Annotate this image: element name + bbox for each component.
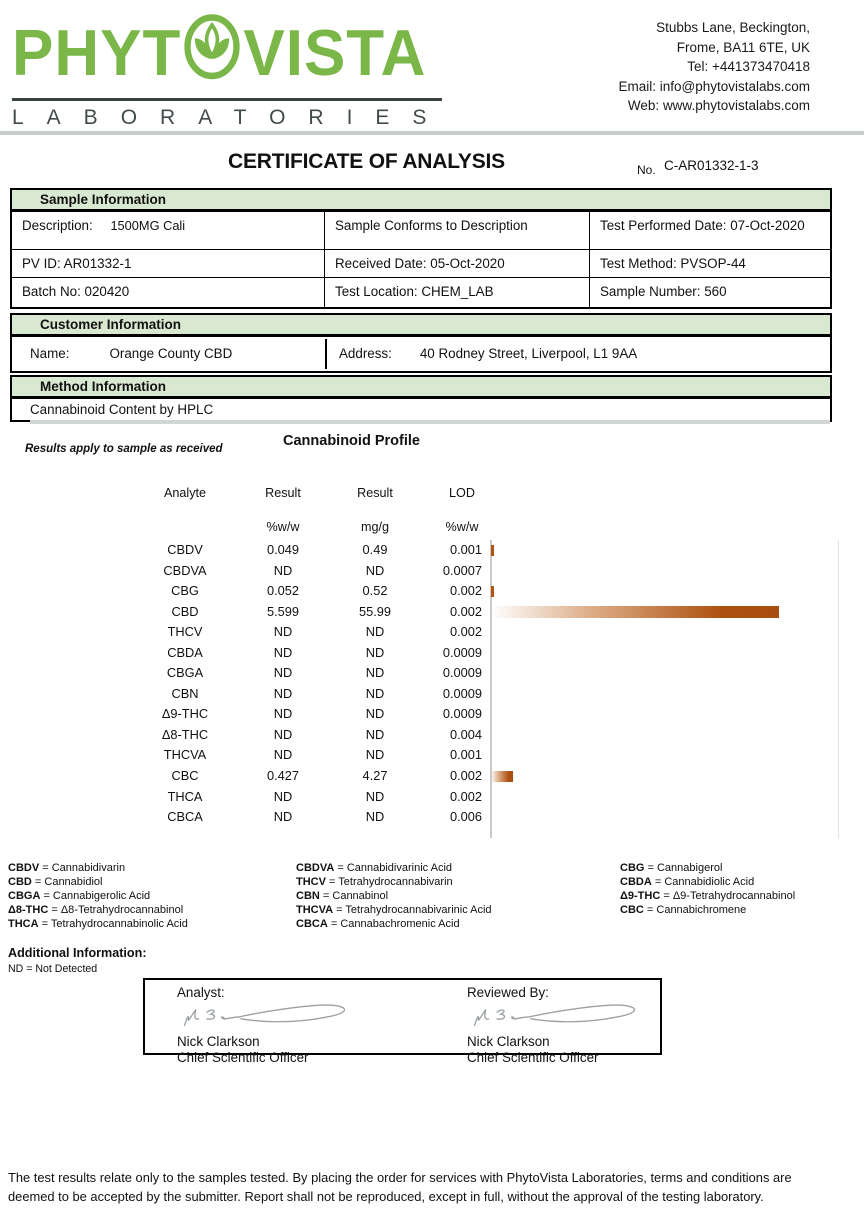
result-mgg-cell: ND: [365, 644, 385, 660]
legend-item: CBDVA = Cannabidivarinic Acid: [296, 862, 453, 874]
description-value: 1500MG Cali: [110, 218, 186, 233]
lod-cell: 0.0007: [442, 562, 482, 578]
received-date-cell: Received Date: 05-Oct-2020: [325, 250, 590, 278]
table-row: [0, 561, 864, 582]
lod-cell: 0.001: [449, 542, 482, 557]
analyte-cell: Δ9-THC: [161, 706, 209, 722]
description-label: Description:: [22, 218, 93, 233]
sample-information-header: Sample Information: [12, 190, 830, 212]
result-mgg-cell: ND: [365, 624, 385, 640]
customer-address-cell: [325, 339, 637, 369]
table-row: [0, 766, 864, 787]
method-value: Cannabinoid Content by HPLC: [30, 402, 214, 417]
customer-address-label: Address:: [339, 346, 392, 361]
test-performed-date-cell: Test Performed Date: 07-Oct-2020: [590, 212, 830, 250]
result-mgg-cell: ND: [365, 665, 385, 681]
result-mgg-cell: ND: [365, 809, 385, 825]
result-pct-cell: 0.427: [266, 768, 300, 784]
legend-item: CBG = Cannabigerol: [620, 862, 723, 874]
result-pct-cell: 0.052: [266, 583, 300, 599]
result-pct-cell: ND: [273, 644, 293, 660]
analyte-cell: CBG: [171, 583, 199, 599]
table-row: [0, 581, 864, 602]
contact-address-1: Stubbs Lane, Beckington,: [656, 20, 810, 35]
analyte-cell: CBD: [171, 603, 199, 619]
logo-wordmark: [12, 10, 448, 97]
table-row: [0, 745, 864, 766]
result-pct-cell: 0.049: [266, 542, 300, 557]
method-information-section: [10, 375, 832, 422]
logo-text-phyt: PHYT: [12, 17, 182, 90]
lod-cell: 0.002: [449, 603, 482, 619]
legend-item: CBDV = Cannabidivarin: [8, 862, 126, 874]
col-lod-line1: LOD: [449, 486, 475, 500]
legend-item: CBDA = Cannabidiolic Acid: [620, 875, 755, 888]
result-pct-cell: ND: [273, 665, 293, 681]
reviewer-name: Nick Clarkson: [467, 1034, 550, 1049]
col-result-pct-line2: %w/w: [266, 520, 300, 534]
result-pct-cell: ND: [273, 726, 293, 742]
legend-item: CBCA = Cannabachromenic Acid: [296, 917, 460, 930]
customer-row: [12, 337, 830, 371]
conforms-cell: Sample Conforms to Description: [325, 212, 590, 250]
section-divider: [30, 420, 830, 424]
column-header-analyte: [135, 468, 235, 502]
lod-cell: 0.0009: [442, 644, 482, 660]
table-row: [0, 622, 864, 643]
result-mgg-cell: ND: [365, 747, 385, 763]
certificate-number-value: C-AR01332-1-3: [664, 158, 759, 173]
customer-name-cell: [12, 337, 325, 371]
analyte-cell: THCA: [167, 788, 203, 804]
contact-tel: Tel: +441373470418: [687, 59, 810, 74]
result-pct-cell: ND: [273, 747, 293, 763]
header-divider: [0, 131, 864, 135]
lod-cell: 0.002: [449, 788, 482, 804]
legend-item: CBD = Cannabidiol: [8, 875, 103, 888]
logo-rule: [12, 98, 442, 101]
result-mgg-cell: 55.99: [358, 603, 392, 619]
col-analyte-line1: Analyte: [163, 486, 206, 500]
col-result-pct-line1: Result: [265, 486, 301, 500]
certificate-number-label: No.: [637, 163, 656, 177]
lod-cell: 0.002: [449, 624, 482, 640]
customer-address-value: 40 Rodney Street, Liverpool, L1 9AA: [419, 346, 638, 361]
legend-item: CBC = Cannabichromene: [620, 903, 747, 916]
logo-text-vista: VISTA: [243, 17, 427, 90]
analyte-cell: THCVA: [163, 747, 207, 763]
analyte-cell: CBCA: [167, 809, 203, 825]
table-row: [0, 540, 864, 561]
batch-no-cell: Batch No: 020420: [12, 278, 325, 307]
legend-item: CBGA = Cannabigerolic Acid: [8, 889, 151, 902]
analyst-label: Analyst:: [177, 985, 225, 1000]
analyte-cell: CBN: [171, 685, 199, 701]
analyst-signature-icon: [171, 1001, 407, 1036]
legend-column: [8, 862, 293, 932]
test-method-cell: Test Method: PVSOP-44: [590, 250, 830, 278]
analyst-signature-block: [177, 980, 407, 1065]
leaf-o-icon: [183, 12, 241, 96]
lod-cell: 0.006: [449, 809, 482, 825]
cannabinoid-profile-title: Cannabinoid Profile: [283, 433, 420, 449]
table-row: [0, 643, 864, 664]
result-pct-cell: ND: [273, 788, 293, 804]
result-pct-cell: ND: [273, 809, 293, 825]
analyte-cell: CBDA: [167, 644, 203, 660]
lod-cell: 0.0009: [442, 706, 482, 722]
result-mgg-cell: ND: [365, 706, 385, 722]
analyst-name: Nick Clarkson: [177, 1034, 260, 1049]
signature-box: [143, 978, 662, 1065]
additional-information-title: Additional Information:: [8, 946, 147, 960]
table-row: [0, 602, 864, 623]
result-mgg-cell: ND: [365, 788, 385, 804]
analyte-cell: CBGA: [166, 665, 204, 681]
result-pct-cell: ND: [273, 562, 293, 578]
contact-address-2: Frome, BA11 6TE, UK: [676, 39, 810, 55]
customer-name-value: Orange County CBD: [109, 346, 233, 361]
analyte-cell: Δ8-THC: [161, 726, 209, 742]
customer-information-header: Customer Information: [12, 315, 830, 337]
method-information-header: Method Information: [12, 377, 830, 399]
legend-item: THCA = Tetrahydrocannabinolic Acid: [8, 917, 188, 930]
table-row: [0, 787, 864, 808]
lod-cell: 0.004: [449, 726, 482, 742]
lab-contact-info: [618, 18, 810, 116]
result-pct-cell: ND: [273, 706, 293, 722]
test-location-cell: Test Location: CHEM_LAB: [325, 278, 590, 307]
cannabinoid-rows: [0, 540, 864, 828]
legend-column: [620, 862, 864, 918]
result-pct-cell: ND: [273, 624, 293, 640]
legend-item: Δ8-THC = Δ8-Tetrahydrocannabinol: [8, 903, 184, 916]
reviewer-label: Reviewed By:: [467, 985, 549, 1000]
table-row: [0, 704, 864, 725]
nd-note: ND = Not Detected: [8, 963, 98, 975]
legend-column: [296, 862, 616, 932]
legend-item: THCVA = Tetrahydrocannabivarinic Acid: [296, 903, 492, 916]
analyte-cell: CBDV: [167, 542, 203, 557]
sample-number-cell: Sample Number: 560: [600, 284, 727, 299]
sample-information-table: [12, 212, 830, 307]
col-lod-line2: %w/w: [445, 520, 479, 534]
reviewer-signature-block: [467, 980, 697, 1065]
analyte-cell: CBDVA: [163, 562, 207, 578]
description-cell: [12, 212, 325, 250]
legend-item: CBN = Cannabinol: [296, 889, 389, 902]
result-bar: [491, 586, 494, 598]
document-title: CERTIFICATE OF ANALYSIS: [228, 150, 505, 173]
table-row: [0, 807, 864, 828]
result-mgg-cell: 0.52: [362, 583, 388, 599]
result-mgg-cell: ND: [365, 685, 385, 701]
analyte-cell: THCV: [167, 624, 203, 640]
reviewer-role: Chief Scientific Officer: [467, 1050, 599, 1065]
lod-cell: 0.0009: [442, 665, 482, 681]
table-row: [0, 663, 864, 684]
sample-information-section: [10, 188, 832, 309]
result-bar: [491, 606, 779, 618]
contact-email: Email: info@phytovistalabs.com: [618, 78, 810, 94]
customer-name-label: Name:: [30, 346, 70, 361]
analyst-role: Chief Scientific Officer: [177, 1050, 309, 1065]
reviewer-signature-icon: [461, 1001, 697, 1036]
result-pct-cell: ND: [273, 685, 293, 701]
lod-cell: 0.002: [449, 768, 482, 784]
pv-id-cell: PV ID: AR01332-1: [12, 250, 325, 278]
result-bar: [491, 771, 513, 783]
analyte-cell: CBC: [171, 768, 199, 784]
results-note: Results apply to sample as received: [25, 443, 223, 455]
table-row: [0, 684, 864, 705]
result-bar: [491, 545, 494, 557]
result-mgg-cell: ND: [365, 562, 385, 578]
customer-information-section: [10, 313, 832, 373]
table-row: [0, 725, 864, 746]
col-result-mgg-line1: Result: [357, 486, 393, 500]
legend-item: THCV = Tetrahydrocannabivarin: [296, 875, 453, 888]
col-result-mgg-line2: mg/g: [361, 520, 389, 534]
result-mgg-cell: 4.27: [362, 768, 388, 784]
logo-subtitle: LABORATORIES: [12, 106, 450, 129]
result-mgg-cell: ND: [365, 726, 385, 742]
lod-cell: 0.001: [449, 747, 482, 763]
logo: [12, 12, 448, 130]
legend-item: Δ9-THC = Δ9-Tetrahydrocannabinol: [620, 889, 796, 902]
result-mgg-cell: 0.49: [362, 542, 388, 557]
result-pct-cell: 5.599: [266, 603, 300, 619]
lod-cell: 0.002: [449, 583, 482, 599]
contact-web: Web: www.phytovistalabs.com: [627, 98, 810, 113]
lod-cell: 0.0009: [442, 685, 482, 701]
footer-disclaimer: The test results relate only to the samples tested. By placing the order for services with PhytoVista Laboratories, terms and conditions are deemed to be accepted by the submitter. Report shall not be reproduced, except in full, without the approval of the testing laboratory.: [8, 1170, 792, 1204]
